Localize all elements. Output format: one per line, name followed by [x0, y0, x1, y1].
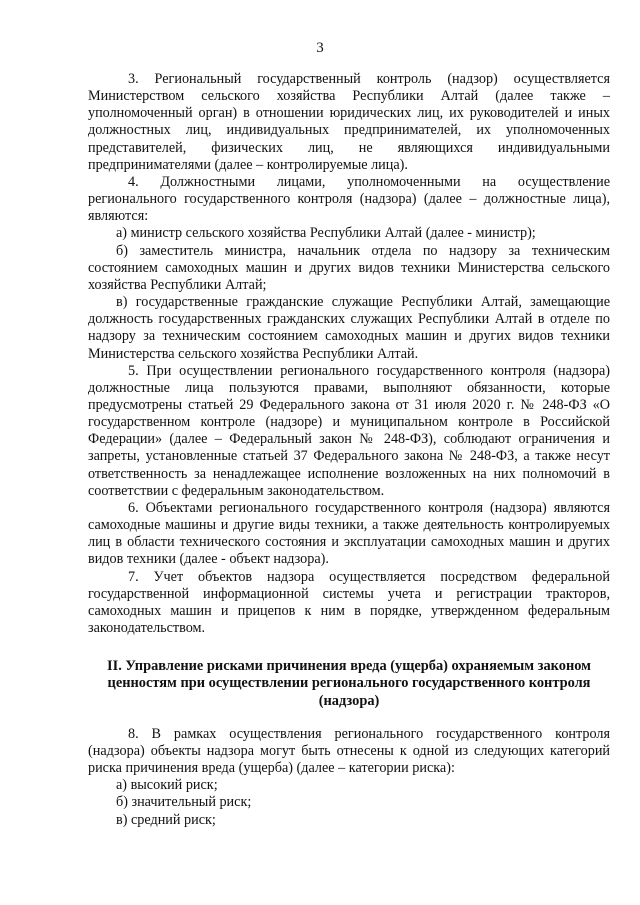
document-body [88, 71, 610, 829]
paragraph-5: 5. При осуществлении регионального государственного контроля (надзора) должностные лица пользуются правами, выполняют обязанности, которые предусмотрены статьей 29 Федерального закона от 31 июля 2020 г. № 248-ФЗ «О государственном контроле (надзоре) и муниципальном контроле в Российской Федерации» (далее – Федеральный закон № 248-ФЗ), соблюдают ограничения и запреты, установленные статьей 37 Федерального закона № 248-ФЗ, а также несут ответственность за ненадлежащее исполнение возложенных на них полномочий в соответствии с федеральным законодательством. [88, 362, 610, 499]
list-item-4a: а) министр сельского хозяйства Республики Алтай (далее - министр); [116, 225, 536, 242]
list-item-8c: в) средний риск; [116, 811, 216, 828]
paragraph-4: 4. Должностными лицами, уполномоченными на осуществление регионального государственного контроля (надзора) (далее – должностные лица), являются: [88, 173, 610, 225]
paragraph-3: 3. Региональный государственный контроль (надзор) осуществляется Министерством сельского хозяйства Республики Алтай (далее также – уполномоченный орган) в отношении юридических лиц, их руководителей и иных должностных лиц, индивидуальных предпринимателей, их уполномоченных представителей, физических лиц, не являющихся индивидуальными предпринимателями (далее – контролируемые лица). [88, 71, 610, 173]
list-item-4b: б) заместитель министра, начальник отдела по надзору за техническим состоянием самоходных машин и других видов техники Министерства сельского хозяйства Республики Алтай; [88, 242, 610, 293]
page-number: 3 [316, 40, 324, 56]
paragraph-7: 7. Учет объектов надзора осуществляется посредством федеральной государственной информационной системы учета и регистрации тракторов, самоходных машин и прицепов к ним в порядке, утвержденном федеральным законодательством. [88, 568, 610, 636]
list-item-4c: в) государственные гражданские служащие Республики Алтай, замещающие должность государственных гражданских служащих Республики Алтай в отделе по надзору за техническим состоянием самоходных машин и других видов техники Министерства сельского хозяйства Республики Алтай. [88, 294, 610, 362]
list-item-8b: б) значительный риск; [116, 794, 252, 811]
paragraph-8: 8. В рамках осуществления регионального государственного контроля (надзора) объекты надзора могут быть отнесены к одной из следующих категорий риска причинения вреда (ущерба) (далее – категории риска): [88, 725, 610, 777]
paragraph-6: 6. Объектами регионального государственного контроля (надзора) являются самоходные машины и другие виды техники, а также деятельность контролируемых лиц в области технического состояния и эксплуатации самоходных машин и других видов техники (далее - объект надзора). [88, 499, 610, 568]
list-item-8a: а) высокий риск; [116, 777, 218, 794]
section-heading: II. Управление рисками причинения вреда (ущерба) охраняемым законом ценностям при осуществлении регионального государственного контроля (надзора) [107, 658, 591, 709]
